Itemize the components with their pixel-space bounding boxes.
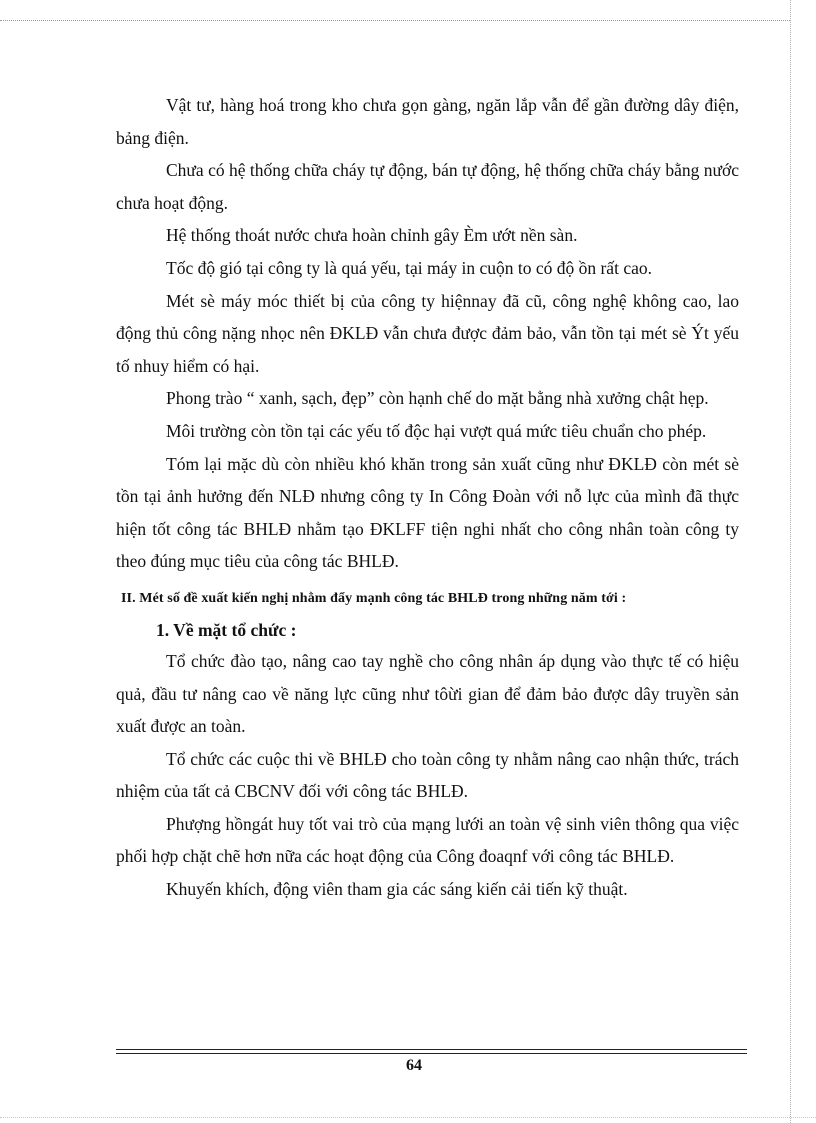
paragraph: Tổ chức các cuộc thi về BHLĐ cho toàn công ty nhằm nâng cao nhận thức, trách nhiệm của tất cả CBCNV đối với công tác BHLĐ.: [116, 748, 739, 802]
section-heading: II. Mét số đề xuất kiến nghị nhằm đẩy mạnh công tác BHLĐ trong những năm tới :: [121, 590, 627, 606]
frame-bottom-border: [0, 1117, 816, 1118]
paragraph: Mét sè máy móc thiết bị của công ty hiệnnay đã cũ, công nghệ không cao, lao động thủ công nặng nhọc nên ĐKLĐ vẫn chưa được đảm bảo, vẫn tồn tại mét sè Ýt yếu tố nhuy hiểm có hại.: [116, 290, 739, 376]
paragraph: Vật tư, hàng hoá trong kho chưa gọn gàng, ngăn lắp vẫn để gần đường dây điện, bảng điện.: [116, 95, 739, 148]
page-number: 64: [406, 1057, 422, 1074]
frame-right-border: [790, 0, 791, 1123]
paragraph: Khuyến khích, động viên tham gia các sáng kiến cải tiến kỹ thuật.: [166, 879, 628, 900]
paragraph: Tổ chức đào tạo, nâng cao tay nghề cho công nhân áp dụng vào thực tế có hiệu quả, đầu tư nâng cao về năng lực cũng như tôừi gian để đảm bảo được dây truyền sản xuất được an toàn.: [116, 650, 739, 737]
body-text: [116, 89, 739, 906]
paragraph: Tóm lại mặc dù còn nhiều khó khăn trong sản xuất cũng như ĐKLĐ còn mét sè tồn tại ảnh hưởng đến NLĐ nhưng công ty In Công Đoàn với nỗ lực của mình đã thực hiện tốt công tác BHLĐ nhằm tạo ĐKLFF tiện nghi nhất cho công nhân toàn công ty theo đúng mục tiêu của công tác BHLĐ.: [116, 453, 739, 572]
frame-top-border: [0, 20, 790, 21]
paragraph: Chưa có hệ thống chữa cháy tự động, bán tự động, hệ thống chữa cháy bằng nước chưa hoạt động.: [116, 160, 739, 213]
paragraph: Hệ thống thoát nước chưa hoàn chỉnh gây Èm ướt nền sàn.: [166, 225, 578, 246]
paragraph: Môi trường còn tồn tại các yếu tố độc hại vượt quá mức tiêu chuẩn cho phép.: [166, 420, 707, 441]
paragraph: Phượng hồngát huy tốt vai trò của mạng lưới an toàn vệ sinh viên thông qua việc phối hợp chặt chẽ hơn nữa các hoạt động của Công đoaqnf với công tác BHLĐ.: [116, 813, 739, 867]
subsection-heading: 1. Về mặt tổ chức :: [156, 619, 297, 640]
paragraph: Tốc độ gió tại công ty là quá yếu, tại máy in cuộn to có độ ồn rất cao.: [166, 257, 652, 278]
paragraph: Phong trào “ xanh, sạch, đẹp” còn hạnh chế do mặt bằng nhà xưởng chật hẹp.: [166, 388, 709, 409]
